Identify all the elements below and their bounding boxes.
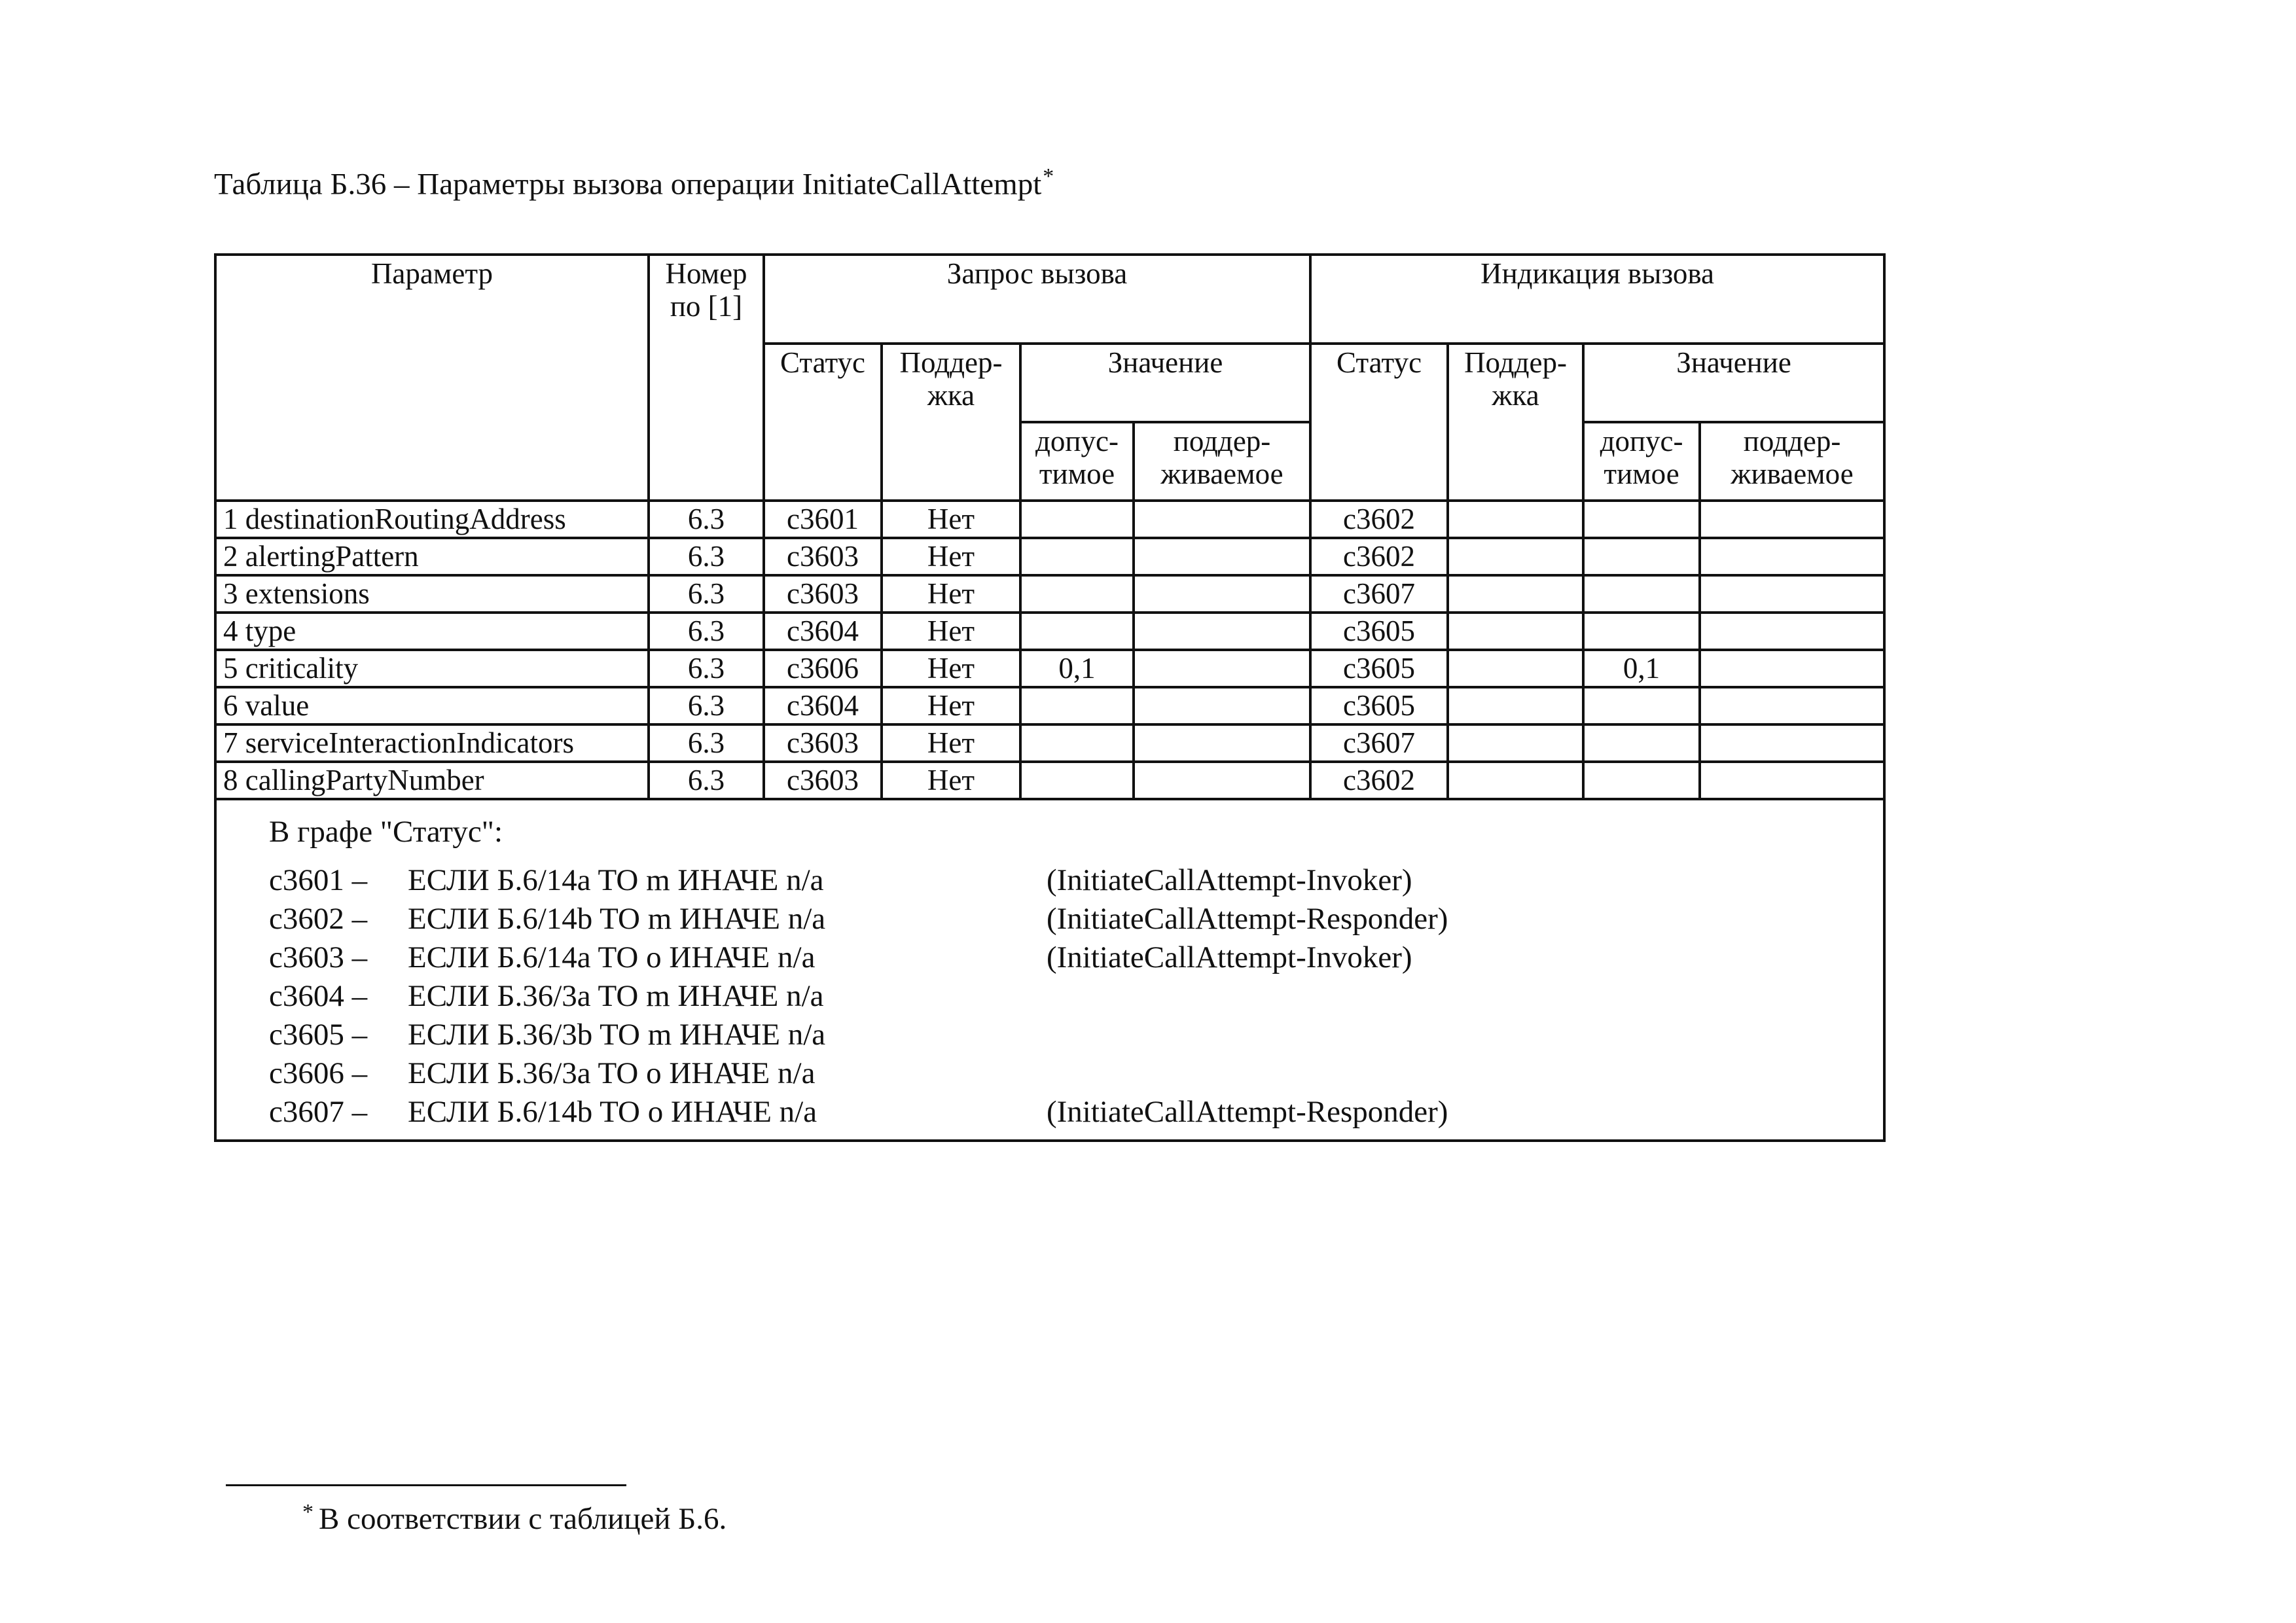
cell-indication-status: c3602: [1310, 538, 1448, 575]
table-row: [215, 762, 1884, 799]
cell-request-status: c3604: [764, 687, 882, 724]
note-code: c3603 –: [269, 940, 368, 974]
cell-indication-allowed: [1583, 687, 1700, 724]
cell-indication-allowed: [1583, 538, 1700, 575]
cell-request-supported: [1134, 762, 1310, 799]
cell-indication-supported: [1700, 613, 1884, 650]
cell-indication-status: c3607: [1310, 724, 1448, 762]
cell-indication-supported: [1700, 501, 1884, 538]
cell-request-support: Нет: [882, 501, 1020, 538]
cell-request-allowed: [1020, 724, 1134, 762]
notes-title: В графе "Статус":: [269, 815, 503, 849]
cell-number: 6.3: [649, 724, 764, 762]
note-line: [269, 1016, 1883, 1054]
cell-indication-supported: [1700, 575, 1884, 613]
cell-indication-support: [1448, 613, 1583, 650]
header-request-supported: поддер-живаемое: [1134, 422, 1310, 501]
table-row: [215, 687, 1884, 724]
cell-request-support: Нет: [882, 575, 1020, 613]
cell-request-support: Нет: [882, 613, 1020, 650]
cell-request-supported: [1134, 501, 1310, 538]
cell-indication-support: [1448, 538, 1583, 575]
cell-number: 6.3: [649, 501, 764, 538]
cell-request-status: c3603: [764, 762, 882, 799]
table-row: [215, 650, 1884, 687]
cell-parameter: 6 value: [215, 687, 649, 724]
cell-indication-allowed: [1583, 613, 1700, 650]
cell-request-supported: [1134, 538, 1310, 575]
parameters-table: [214, 253, 1886, 1142]
note-line: [269, 938, 1883, 977]
header-indication-support: Поддер-жка: [1448, 344, 1583, 501]
cell-request-support: Нет: [882, 724, 1020, 762]
cell-parameter: 1 destinationRoutingAddress: [215, 501, 649, 538]
note-code: c3604 –: [269, 978, 368, 1013]
cell-indication-supported: [1700, 687, 1884, 724]
note-condition: ЕСЛИ Б.36/3a TO m ИНАЧЕ n/a: [408, 978, 824, 1013]
header-number: Номер по [1]: [649, 255, 764, 501]
cell-indication-allowed: [1583, 724, 1700, 762]
cell-indication-supported: [1700, 538, 1884, 575]
cell-request-supported: [1134, 575, 1310, 613]
note-code: c3601 –: [269, 863, 368, 897]
note-line: [269, 1054, 1883, 1093]
table-row: [215, 613, 1884, 650]
header-request-allowed: допус-тимое: [1020, 422, 1134, 501]
cell-parameter: 8 callingPartyNumber: [215, 762, 649, 799]
cell-request-status: c3606: [764, 650, 882, 687]
cell-indication-supported: [1700, 650, 1884, 687]
cell-request-status: c3603: [764, 724, 882, 762]
header-indication-supported: поддер-живаемое: [1700, 422, 1884, 501]
cell-indication-allowed: [1583, 575, 1700, 613]
cell-request-support: Нет: [882, 687, 1020, 724]
note-condition: ЕСЛИ Б.6/14a TO m ИНАЧЕ n/a: [408, 863, 824, 897]
note-line: [269, 900, 1883, 938]
header-request-support: Поддер-жка: [882, 344, 1020, 501]
cell-request-status: c3601: [764, 501, 882, 538]
cell-number: 6.3: [649, 575, 764, 613]
cell-request-status: c3603: [764, 538, 882, 575]
cell-request-allowed: [1020, 687, 1134, 724]
note-condition: ЕСЛИ Б.6/14b TO m ИНАЧЕ n/a: [408, 901, 826, 936]
note-role: (InitiateCallAttempt-Invoker): [1047, 863, 1412, 897]
header-request: Запрос вызова: [764, 255, 1310, 344]
cell-indication-support: [1448, 762, 1583, 799]
footnote: [302, 1500, 726, 1537]
header-indication-allowed: допус-тимое: [1583, 422, 1700, 501]
caption-footnote-mark: *: [1043, 164, 1054, 188]
cell-request-support: Нет: [882, 650, 1020, 687]
table-row: [215, 538, 1884, 575]
header-indication-value: Значение: [1583, 344, 1884, 422]
caption-text: Таблица Б.36 – Параметры вызова операции InitiateCallAttempt: [214, 167, 1042, 202]
note-line: [269, 1093, 1883, 1132]
note-condition: ЕСЛИ Б.36/3a TO o ИНАЧЕ n/a: [408, 1056, 816, 1090]
footnote-mark: *: [302, 1500, 314, 1524]
cell-number: 6.3: [649, 650, 764, 687]
note-code: c3602 –: [269, 901, 368, 936]
footnote-text: В соответствии с таблицей Б.6.: [319, 1502, 727, 1537]
cell-number: 6.3: [649, 613, 764, 650]
cell-indication-allowed: 0,1: [1583, 650, 1700, 687]
cell-number: 6.3: [649, 687, 764, 724]
cell-parameter: 3 extensions: [215, 575, 649, 613]
note-condition: ЕСЛИ Б.6/14b TO o ИНАЧЕ n/a: [408, 1094, 817, 1129]
table-row: [215, 724, 1884, 762]
header-parameter: Параметр: [215, 255, 649, 501]
cell-indication-supported: [1700, 762, 1884, 799]
cell-request-allowed: [1020, 575, 1134, 613]
note-role: (InitiateCallAttempt-Responder): [1047, 1094, 1448, 1129]
cell-request-status: c3604: [764, 613, 882, 650]
status-notes: [215, 799, 1884, 1141]
table-row: [215, 501, 1884, 538]
cell-request-allowed: [1020, 501, 1134, 538]
cell-number: 6.3: [649, 762, 764, 799]
cell-parameter: 5 criticality: [215, 650, 649, 687]
header-request-status: Статус: [764, 344, 882, 501]
note-code: c3605 –: [269, 1017, 368, 1052]
cell-indication-status: c3607: [1310, 575, 1448, 613]
cell-indication-allowed: [1583, 762, 1700, 799]
cell-indication-support: [1448, 687, 1583, 724]
cell-indication-status: c3605: [1310, 613, 1448, 650]
table-row: [215, 575, 1884, 613]
cell-indication-status: c3605: [1310, 687, 1448, 724]
cell-request-supported: [1134, 650, 1310, 687]
cell-parameter: 2 alertingPattern: [215, 538, 649, 575]
footnote-divider: [226, 1484, 626, 1486]
note-line: [269, 861, 1883, 900]
cell-indication-allowed: [1583, 501, 1700, 538]
cell-indication-status: c3605: [1310, 650, 1448, 687]
cell-request-allowed: [1020, 538, 1134, 575]
header-indication: Индикация вызова: [1310, 255, 1884, 344]
note-condition: ЕСЛИ Б.36/3b TO m ИНАЧЕ n/a: [408, 1017, 826, 1052]
cell-indication-support: [1448, 575, 1583, 613]
cell-request-support: Нет: [882, 762, 1020, 799]
cell-indication-supported: [1700, 724, 1884, 762]
cell-request-status: c3603: [764, 575, 882, 613]
cell-request-allowed: [1020, 613, 1134, 650]
cell-indication-support: [1448, 650, 1583, 687]
header-indication-status: Статус: [1310, 344, 1448, 501]
note-role: (InitiateCallAttempt-Invoker): [1047, 940, 1412, 974]
cell-request-allowed: 0,1: [1020, 650, 1134, 687]
note-role: (InitiateCallAttempt-Responder): [1047, 901, 1448, 936]
cell-request-allowed: [1020, 762, 1134, 799]
cell-indication-status: c3602: [1310, 501, 1448, 538]
header-row-1: [215, 255, 1884, 344]
cell-request-supported: [1134, 724, 1310, 762]
cell-parameter: 7 serviceInteractionIndicators: [215, 724, 649, 762]
notes-row: [215, 799, 1884, 1141]
note-code: c3606 –: [269, 1056, 368, 1090]
cell-request-supported: [1134, 687, 1310, 724]
note-line: [269, 977, 1883, 1016]
note-code: c3607 –: [269, 1094, 368, 1129]
cell-indication-support: [1448, 724, 1583, 762]
cell-indication-support: [1448, 501, 1583, 538]
cell-parameter: 4 type: [215, 613, 649, 650]
header-request-value: Значение: [1020, 344, 1310, 422]
cell-number: 6.3: [649, 538, 764, 575]
cell-request-support: Нет: [882, 538, 1020, 575]
table-caption: [214, 164, 1054, 203]
cell-indication-status: c3602: [1310, 762, 1448, 799]
cell-request-supported: [1134, 613, 1310, 650]
note-condition: ЕСЛИ Б.6/14a TO o ИНАЧЕ n/a: [408, 940, 816, 974]
